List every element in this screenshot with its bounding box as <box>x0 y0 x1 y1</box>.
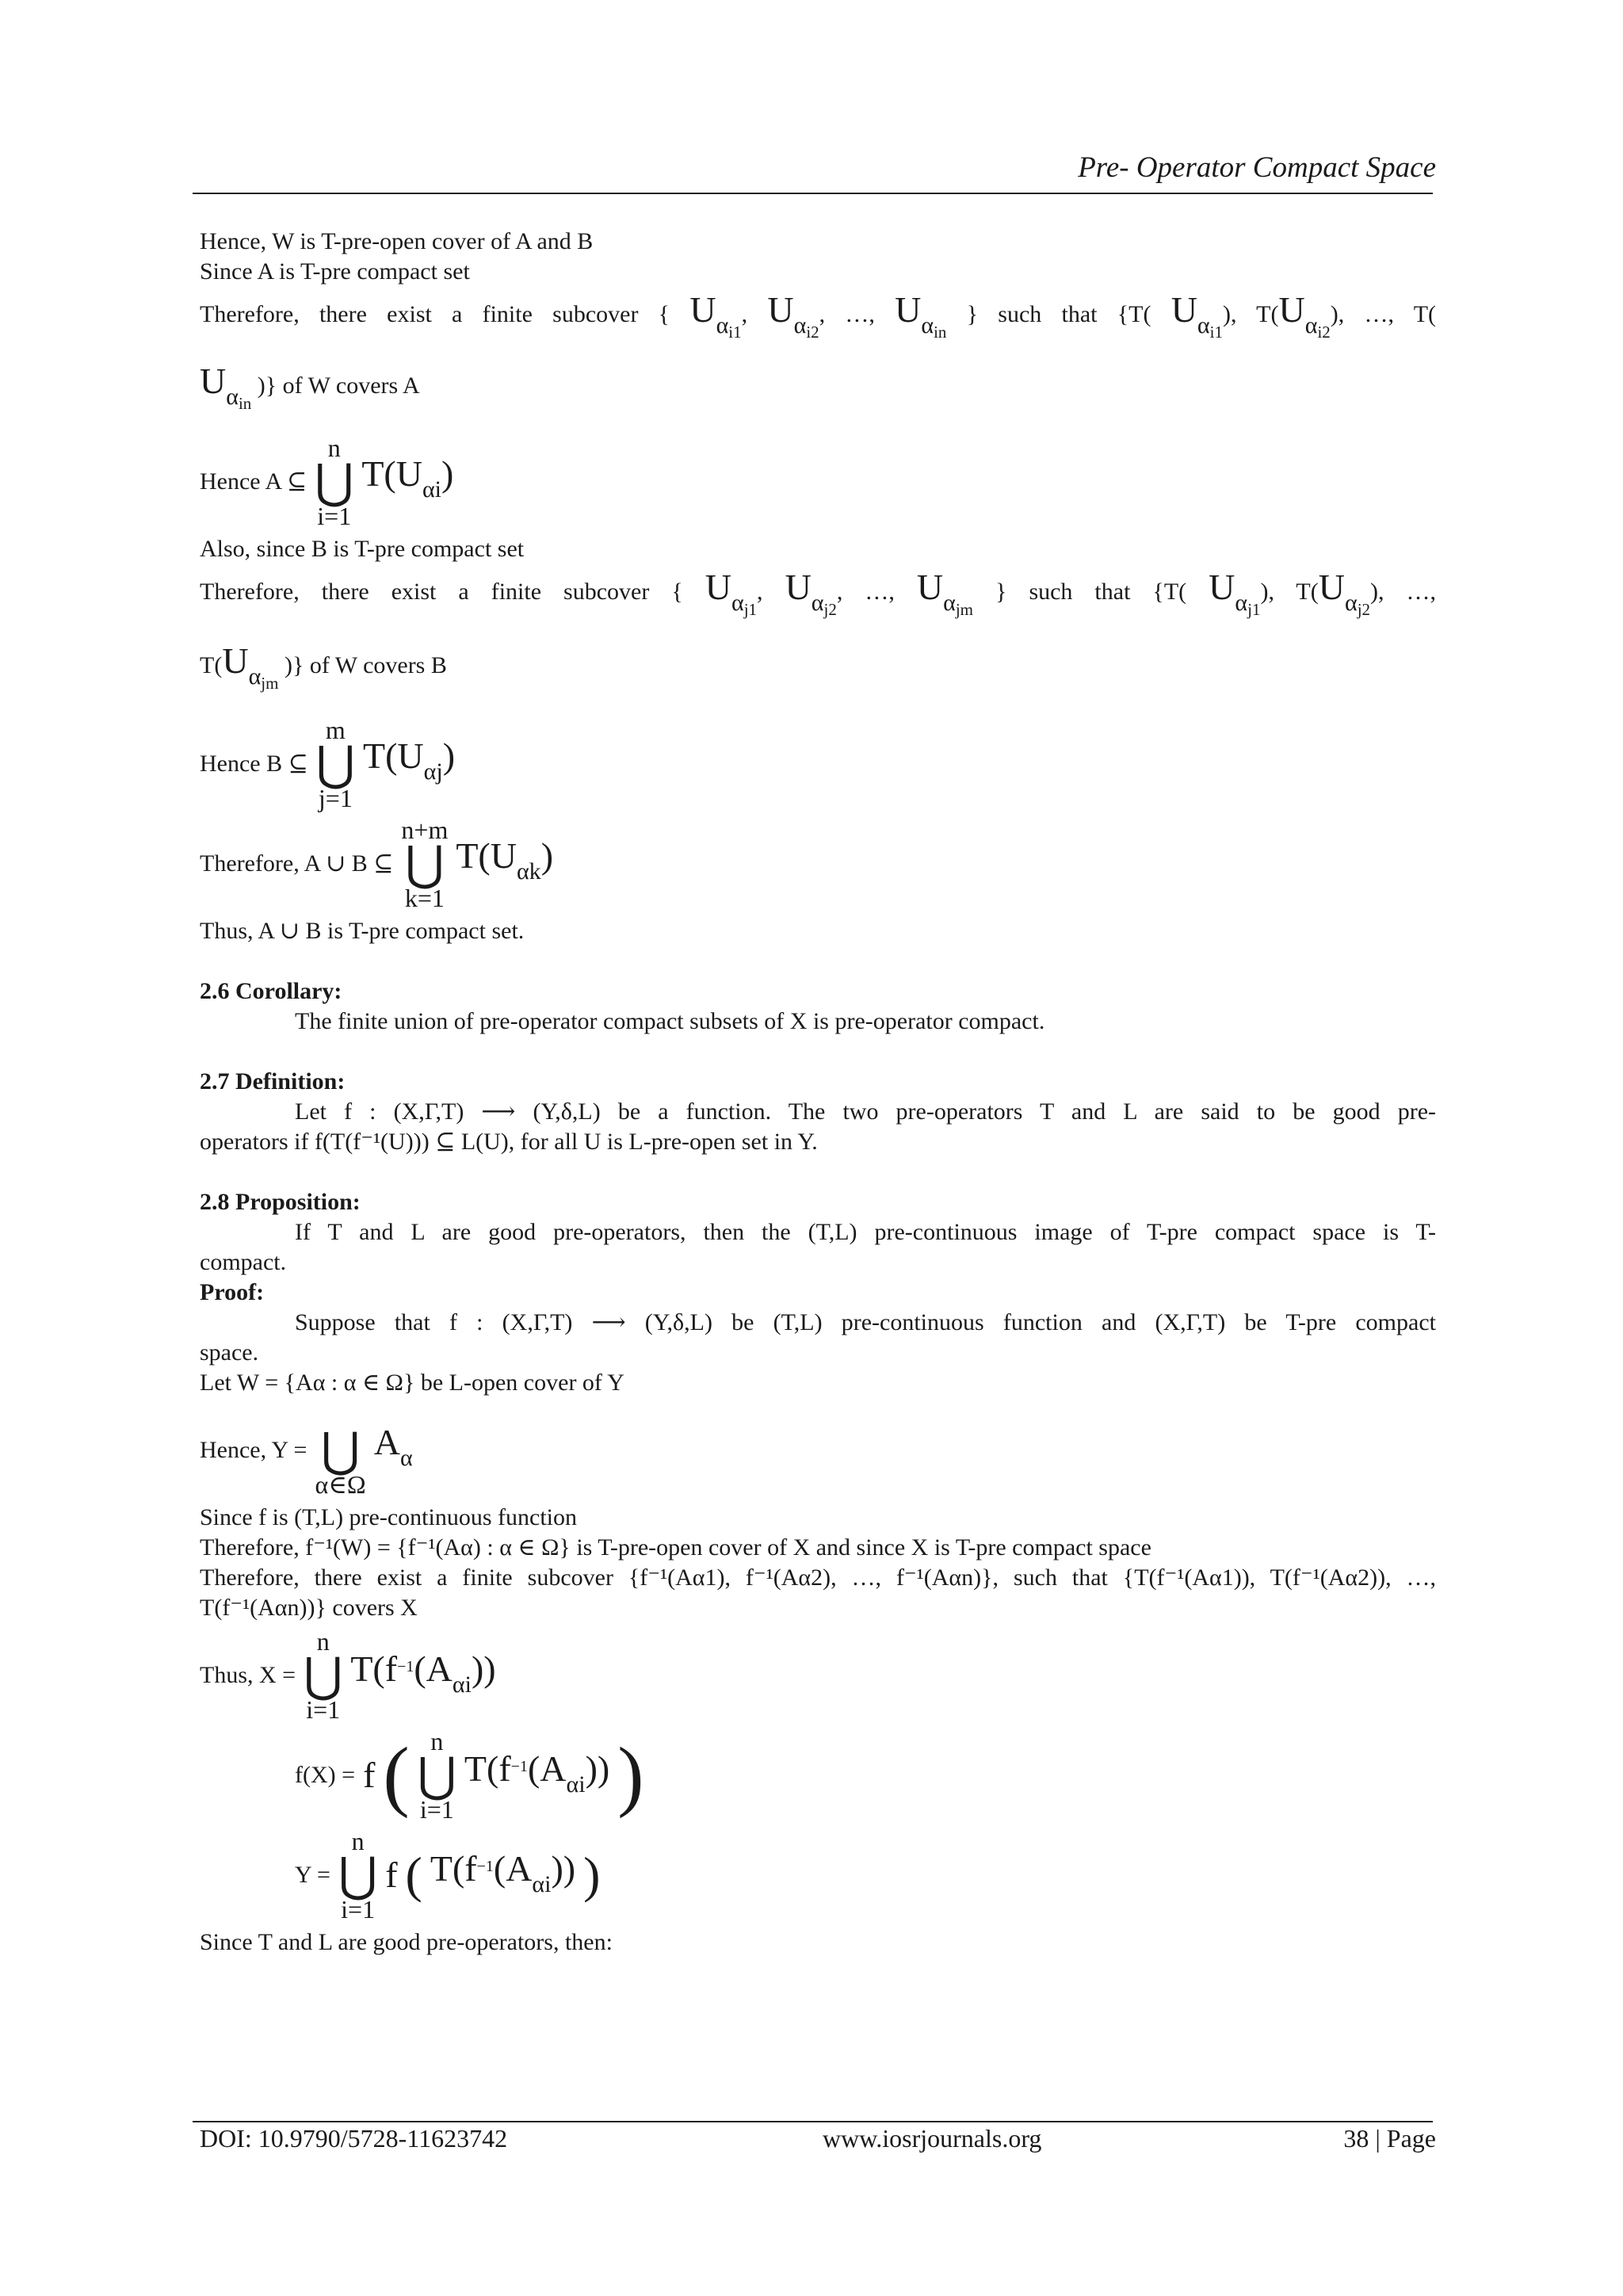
line: Hence, W is T-pre-open cover of A and B <box>200 228 594 254</box>
corollary-heading: 2.6 Corollary: <box>200 978 342 1004</box>
proof-line: Suppose that f : (X,Γ,T) ⟶ (Y,δ,L) be (T,L) pre-continuous function and (X,Γ,T) be T-pre compact <box>295 1309 1436 1335</box>
equation-hence-a: Hence A ⊆ n ⋃ i=1 $T(U_{\alpha i})$ <box>200 434 454 530</box>
running-header: Pre- Operator Compact Space <box>1078 151 1436 184</box>
equation-fx: f(X) = f ( n ⋃ i=1 $T(f^{-1}(A_{\alpha i}))$ ) <box>295 1727 644 1824</box>
definition-body: Let f : (X,Γ,T) ⟶ (Y,δ,L) be a function. The two pre-operators T and L are said to be good pre- <box>295 1098 1436 1125</box>
proof-line: Therefore, there exist a finite subcover {f⁻¹(Aα1), f⁻¹(Aα2), …, f⁻¹(Aαn)}, such that {T(f⁻¹(Aα1)), T(f⁻¹(Aα2)), …, <box>200 1564 1436 1591</box>
definition-body: operators if f(T(f⁻¹(U))) ⊆ L(U), for all U is L-pre-open set in Y. <box>200 1129 818 1155</box>
proposition-heading: 2.8 Proposition: <box>200 1189 361 1215</box>
proof-heading: Proof: <box>200 1279 265 1305</box>
footer-page-number: 38 | Page <box>1343 2124 1436 2153</box>
proof-line: T(f⁻¹(Aαn))} covers X <box>200 1595 418 1621</box>
union-operator: n ⋃ i=1 <box>417 1727 456 1824</box>
union-operator: n ⋃ i=1 <box>338 1827 378 1924</box>
union-operator: m ⋃ j=1 <box>315 716 355 812</box>
line: $U\alpha_{in}$ )} of W covers A <box>200 361 420 413</box>
union-operator: n ⋃ i=1 <box>304 1627 343 1724</box>
proof-line: Since T and L are good pre-operators, then: <box>200 1929 613 1955</box>
line: Also, since B is T-pre compact set <box>200 536 525 562</box>
equation-y-image: Y = n ⋃ i=1 f ( $T(f^{-1}(A_{\alpha i}))$ ) <box>295 1827 601 1924</box>
footer-website: www.iosrjournals.org <box>823 2124 1042 2153</box>
proof-line: Therefore, f⁻¹(W) = {f⁻¹(Aα) : α ∈ Ω} is T-pre-open cover of X and since X is T-pre compact space <box>200 1534 1151 1561</box>
proposition-body: compact. <box>200 1249 287 1275</box>
footer-doi: DOI: 10.9790/5728-11623742 <box>200 2124 508 2153</box>
header-rule <box>193 193 1433 194</box>
equation-union-ab: Therefore, A ∪ B ⊆ n+m ⋃ k=1 $T(U_{\alpha k})$ <box>200 816 554 912</box>
line: Since A is T-pre compact set <box>200 258 470 285</box>
equation-x-union: Thus, X = n ⋃ i=1 $T(f^{-1}(A_{\alpha i}))$ <box>200 1627 496 1724</box>
line: Thus, A ∪ B is T-pre compact set. <box>200 918 525 944</box>
footer-rule <box>193 2121 1433 2122</box>
proof-line: space. <box>200 1339 259 1366</box>
union-operator: n+m ⋃ k=1 <box>401 816 449 912</box>
proof-line: Since f is (T,L) pre-continuous function <box>200 1504 577 1530</box>
finite-subcover-b-line: Therefore, there exist a finite subcover { $U\alpha_{j1}$, $U\alpha_{j2}$, …, $U\alpha_{jm}$ } such that {T( $U\alpha_{j1}$), $T(U\alpha_{j2})$, …, <box>200 567 1437 619</box>
definition-heading: 2.7 Definition: <box>200 1068 346 1095</box>
finite-subcover-a-line: Therefore, there exist a finite subcover { $U\alpha_{i1}$, $U\alpha_{i2}$, …, $U\alpha_{in}$ } such that {T( $U\alpha_{i1}$), $T(U\alpha_{i2})$, …, T( <box>200 289 1437 342</box>
union-operator: n ⋃ i=1 <box>315 434 354 530</box>
proof-line: Let W = {Aα : α ∈ Ω} be L-open cover of Y <box>200 1370 624 1396</box>
union-operator: ⋃ α∈Ω <box>315 1424 366 1499</box>
equation-hence-b: Hence B ⊆ m ⋃ j=1 $T(U_{\alpha j})$ <box>200 716 456 812</box>
equation-y-union: Hence, Y = ⋃ α∈Ω $A_\alpha$ <box>200 1403 1436 1498</box>
corollary-body: The finite union of pre-operator compact subsets of X is pre-operator compact. <box>295 1008 1045 1034</box>
proposition-body: If T and L are good pre-operators, then the (T,L) pre-continuous image of T-pre compact space is T- <box>295 1219 1436 1245</box>
body <box>200 227 1436 1958</box>
line: $T(U\alpha_{jm}$ )} of W covers B <box>200 640 447 693</box>
